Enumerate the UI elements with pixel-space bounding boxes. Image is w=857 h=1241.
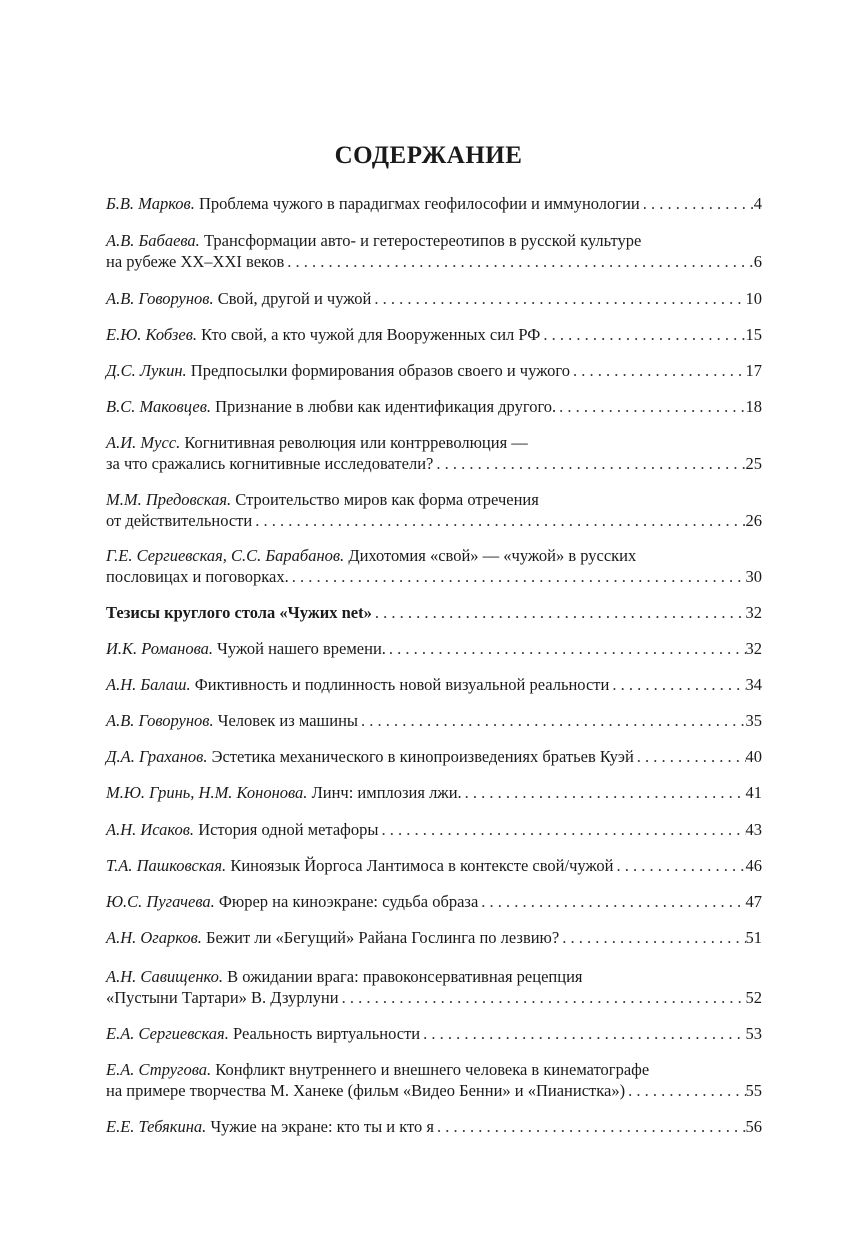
toc-page-number: 10 [745, 289, 762, 308]
dot-leader [634, 746, 746, 767]
toc-title: Трансформации авто- и гетеростереотипов в русской культуре [203, 231, 642, 250]
toc-entry [106, 288, 762, 309]
toc-title: Конфликт внутреннего и внешнего человека в кинематографе [215, 1060, 650, 1079]
dot-leader [540, 324, 745, 345]
dot-leader [556, 396, 745, 417]
toc-page-number: 53 [745, 1024, 762, 1043]
toc-author: Б.В. Марков. [106, 194, 195, 213]
dot-leader [358, 710, 746, 731]
toc-page-number: 6 [753, 252, 762, 271]
toc-page-number: 35 [745, 711, 762, 730]
dot-leader [462, 782, 746, 803]
toc-page-number: 15 [745, 325, 762, 344]
dot-leader [559, 927, 745, 948]
toc-title: Бежит ли «Бегущий» Райана Гослинга по лезвию? [205, 928, 560, 947]
toc-title: В ожидании врага: правоконсервативная рецепция [227, 967, 583, 986]
toc-title: за что сражались когнитивные исследователи? [106, 454, 434, 473]
toc-author: А.Н. Исаков. [106, 820, 195, 839]
toc-author: М.Ю. Гринь, Н.М. Кононова. [106, 783, 308, 802]
toc-title: Фиктивность и подлинность новой визуальной реальности [194, 675, 610, 694]
toc-page-number: 26 [745, 511, 762, 530]
dot-leader [609, 674, 745, 695]
toc-title: Чужой нашего времени. [217, 639, 386, 658]
toc-entry [106, 324, 762, 345]
toc-entry [106, 602, 762, 623]
toc-entry [106, 819, 762, 840]
toc-entry [106, 710, 762, 731]
dot-leader [371, 288, 745, 309]
toc-author: А.Н. Огарков. [106, 928, 202, 947]
toc-title: Фюрер на киноэкране: судьба образа [218, 892, 479, 911]
dot-leader [434, 1116, 746, 1137]
toc-title: пословицах и поговорках. [106, 567, 289, 586]
toc-entry [106, 746, 762, 767]
toc-author: А.В. Говорунов. [106, 289, 214, 308]
dot-leader [613, 855, 745, 876]
toc-entry [106, 1116, 762, 1137]
toc-page-number: 56 [745, 1117, 762, 1136]
dot-leader [378, 819, 745, 840]
toc-entry [106, 489, 762, 531]
dot-leader [339, 987, 746, 1008]
dot-leader [289, 566, 746, 587]
dot-leader [372, 602, 746, 623]
toc-entry [106, 674, 762, 695]
toc-author: В.С. Маковцев. [106, 397, 211, 416]
dot-leader [252, 510, 745, 531]
toc-entry [106, 432, 762, 474]
toc-title: от действительности [106, 511, 253, 530]
toc-page-number: 43 [745, 820, 762, 839]
toc-author: М.М. Предовская. [106, 490, 232, 509]
toc-title: Признание в любви как идентификация другого. [215, 397, 557, 416]
toc-author: Д.А. Граханов. [106, 747, 208, 766]
toc-page-number: 25 [745, 454, 762, 473]
dot-leader [625, 1080, 745, 1101]
toc-author: Е.А. Сергиевская. [106, 1024, 229, 1043]
toc-title: Строительство миров как форма отречения [235, 490, 539, 509]
toc-title: Эстетика механического в кинопроизведениях братьев Куэй [211, 747, 634, 766]
toc-author: А.И. Мусс. [106, 433, 181, 452]
toc-entry [106, 360, 762, 381]
toc-entry [106, 855, 762, 876]
toc-author: А.В. Бабаева. [106, 231, 200, 250]
toc-entry [106, 927, 762, 948]
toc-title: Тезисы круглого стола «Чужих net» [106, 603, 372, 622]
toc-author: Д.С. Лукин. [106, 361, 187, 380]
toc-page-number: 32 [745, 639, 762, 658]
toc-page-number: 32 [745, 603, 762, 622]
toc-page-number: 47 [745, 892, 762, 911]
toc-title: Свой, другой и чужой [217, 289, 372, 308]
dot-leader [570, 360, 746, 381]
dot-leader [640, 193, 754, 214]
dot-leader [478, 891, 745, 912]
toc-title: на примере творчества М. Ханеке (фильм «Видео Бенни» и «Пианистка») [106, 1081, 626, 1100]
toc-author: Е.Ю. Кобзев. [106, 325, 197, 344]
toc-page-number: 55 [745, 1081, 762, 1100]
toc-author: А.Н. Балаш. [106, 675, 191, 694]
toc-author: Е.Е. Тебякина. [106, 1117, 207, 1136]
toc-entry [106, 545, 762, 587]
toc-title: История одной метафоры [198, 820, 379, 839]
toc-author: Т.А. Пашковская. [106, 856, 227, 875]
toc-page-number: 17 [745, 361, 762, 380]
toc-entry [106, 638, 762, 659]
toc-author: А.Н. Савищенко. [106, 967, 223, 986]
toc-title: Проблема чужого в парадигмах геофилософии и иммунологии [198, 194, 640, 213]
dot-leader [386, 638, 746, 659]
toc-page-number: 34 [745, 675, 762, 694]
toc-entry [106, 396, 762, 417]
toc-page-number: 41 [745, 783, 762, 802]
toc-entry [106, 891, 762, 912]
toc-title: Чужие на экране: кто ты и кто я [210, 1117, 434, 1136]
page-title: СОДЕРЖАНИЕ [334, 142, 523, 169]
toc-author: А.В. Говорунов. [106, 711, 214, 730]
toc-page-number: 52 [745, 988, 762, 1007]
toc-page-number: 18 [745, 397, 762, 416]
toc-author: Г.Е. Сергиевская, С.С. Барабанов. [106, 546, 345, 565]
dot-leader [284, 251, 754, 272]
toc-title: Предпосылки формирования образов своего и чужого [190, 361, 570, 380]
toc-entry [106, 193, 762, 214]
toc-title: «Пустыни Тартари» В. Дзурлуни [106, 988, 339, 1007]
toc-entry [106, 782, 762, 803]
toc-title: Кто свой, а кто чужой для Вооруженных сил РФ [201, 325, 541, 344]
dot-leader [420, 1023, 745, 1044]
toc-title: на рубеже XX–XXI веков [106, 252, 285, 271]
toc-title: Когнитивная революция или контрреволюция — [184, 433, 528, 452]
toc-page-number: 40 [745, 747, 762, 766]
toc-title: Дихотомия «свой» — «чужой» в русских [348, 546, 637, 565]
toc-title: Киноязык Йоргоса Лантимоса в контексте свой/чужой [230, 856, 614, 875]
toc-page-number: 4 [753, 194, 762, 213]
toc-page-number: 51 [745, 928, 762, 947]
toc-entry [106, 966, 762, 1008]
toc-title: Реальность виртуальности [232, 1024, 421, 1043]
toc-title: Линч: имплозия лжи. [311, 783, 462, 802]
toc-title: Человек из машины [217, 711, 358, 730]
toc-author: Е.А. Стругова. [106, 1060, 212, 1079]
dot-leader [433, 453, 745, 474]
toc-entry [106, 1023, 762, 1044]
toc-entry [106, 1059, 762, 1101]
toc-entry [106, 230, 762, 272]
toc-author: Ю.С. Пугачева. [106, 892, 215, 911]
toc-page-number: 30 [745, 567, 762, 586]
toc-author: И.К. Романова. [106, 639, 213, 658]
toc-page-number: 46 [745, 856, 762, 875]
